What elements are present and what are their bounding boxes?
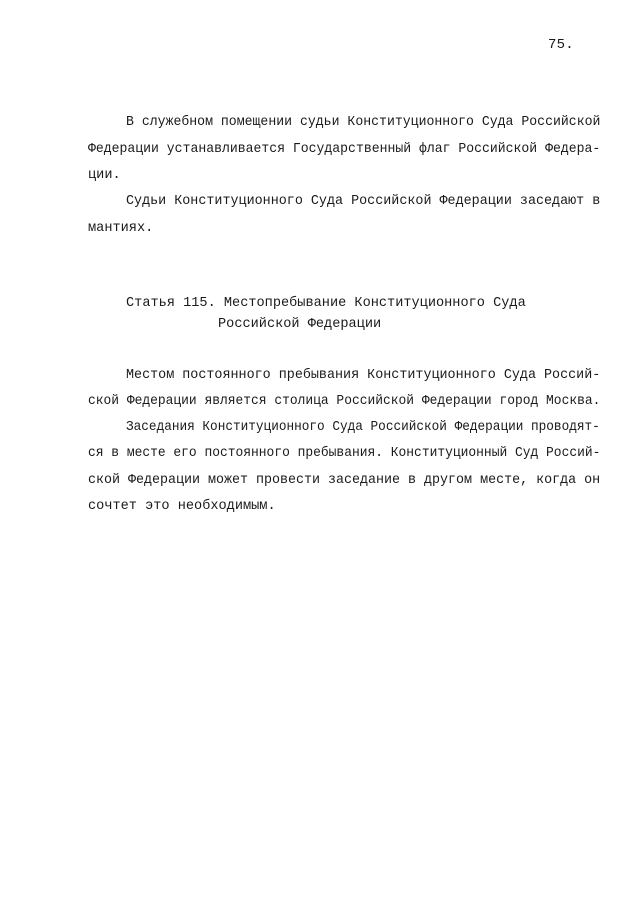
page-number: 75. bbox=[548, 37, 574, 53]
section2-paragraph2-line4: сочтет это необходимым. bbox=[88, 499, 276, 514]
section1-paragraph1-line2: Федерации устанавливается Государственный флаг Российской Федера- bbox=[88, 142, 601, 157]
section1-paragraph2-line1: Судьи Конституционного Суда Российской Федерации заседают в bbox=[126, 194, 601, 209]
article-heading-line1: Статья 115. Местопребывание Конституционного Суда bbox=[126, 296, 526, 311]
article-heading-line2: Российской Федерации bbox=[218, 317, 382, 332]
section1-paragraph1-line3: ции. bbox=[88, 168, 121, 183]
section2-paragraph2-line1: Заседания Конституционного Суда Российской Федерации проводят- bbox=[126, 420, 600, 435]
section2-paragraph2-line3: ской Федерации может провести заседание в другом месте, когда он bbox=[88, 473, 601, 488]
section2-paragraph1-line2: ской Федерации является столица Российской Федерации город Москва. bbox=[88, 394, 601, 409]
section2-paragraph1-line1: Местом постоянного пребывания Конституционного Суда Россий- bbox=[126, 368, 601, 383]
section2-paragraph2-line2: ся в месте его постоянного пребывания. Конституционный Суд Россий- bbox=[88, 446, 601, 461]
section1-paragraph1-line1: В служебном помещении судьи Конституционного Суда Российской bbox=[126, 115, 601, 130]
section1-paragraph2-line2: мантиях. bbox=[88, 221, 154, 236]
